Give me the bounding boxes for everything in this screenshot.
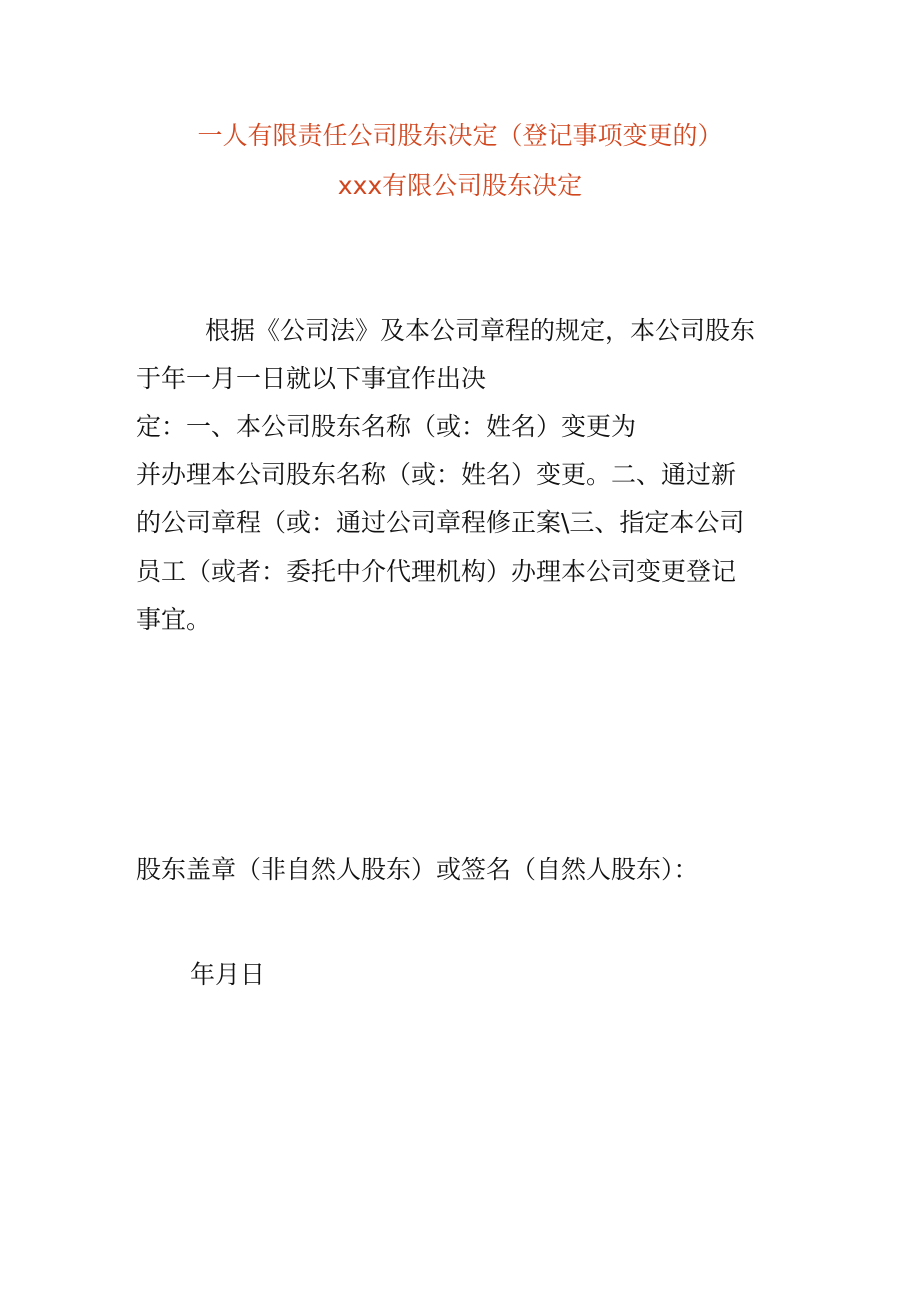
body-paragraph-line-4: 并办理本公司股东名称（或：姓名）变更。二、通过新 (136, 460, 737, 489)
document-subtitle: xxx有限公司股东决定 (337, 171, 583, 200)
body-paragraph-line-1: 根据《公司法》及本公司章程的规定，本公司股东 (205, 316, 756, 345)
document-title: 一人有限责任公司股东决定（登记事项变更的） (197, 121, 723, 150)
body-paragraph-line-3: 定：一、本公司股东名称（或：姓名）变更为 (136, 412, 637, 441)
body-paragraph-line-7: 事宜。 (136, 605, 212, 634)
signature-label: 股东盖章（非自然人股东）或签名（自然人股东）： (136, 855, 699, 884)
body-paragraph-line-2: 于年一月一日就以下事宜作出决 (136, 364, 487, 393)
date-label: 年月日 (190, 960, 266, 989)
body-paragraph-line-5: 的公司章程（或：通过公司章程修正案\三、指定本公司 (136, 508, 745, 537)
body-paragraph-line-6: 员工（或者：委托中介代理机构）办理本公司变更登记 (136, 557, 737, 586)
